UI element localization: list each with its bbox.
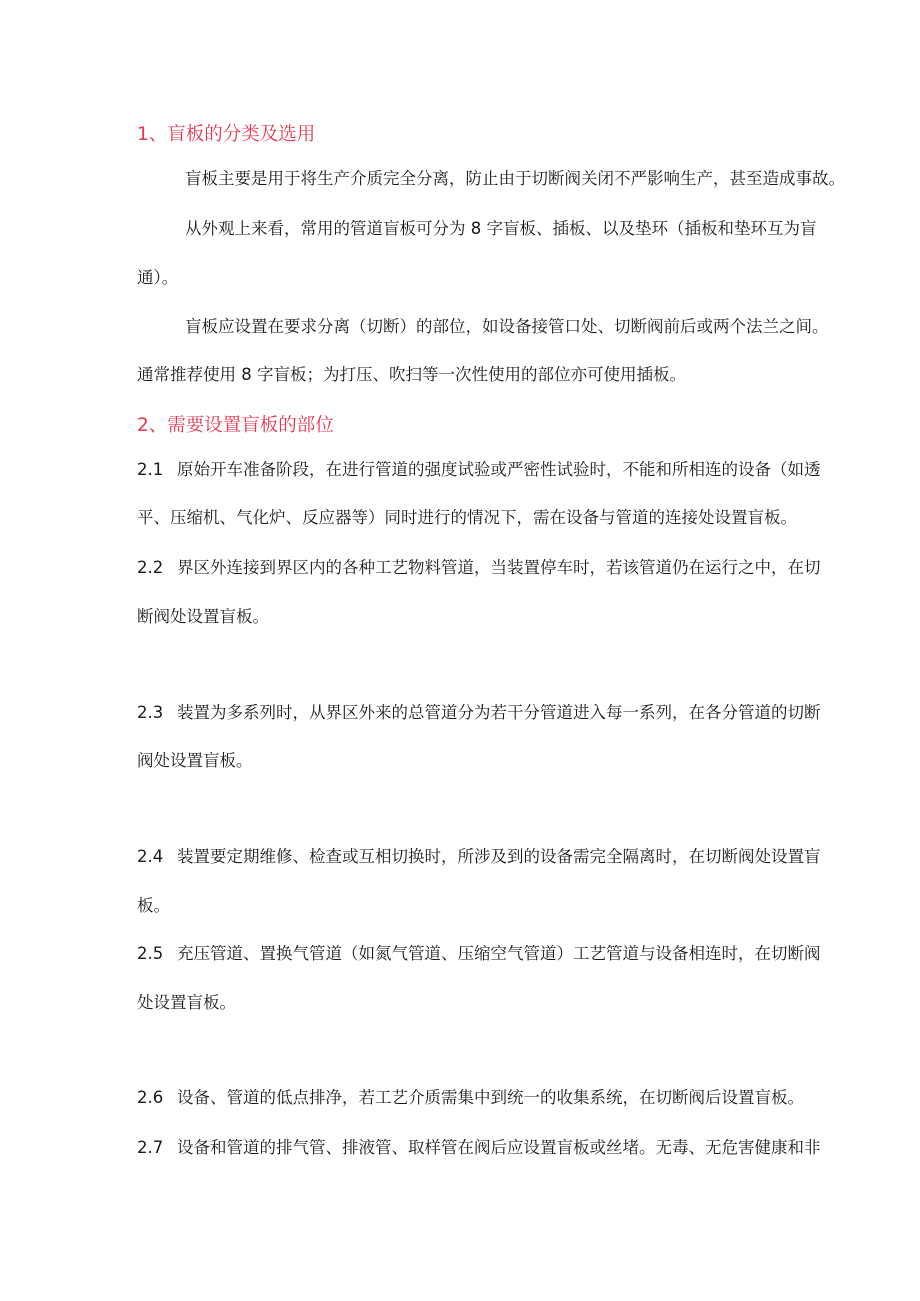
item-2-6-line-1: 设备、管道的低点排净，若工艺介质需集中到统一的收集系统，在切断阀后设置盲板。	[177, 1088, 804, 1107]
paragraph-2-line-2: 通）。	[137, 268, 179, 287]
item-2-2-number: 2.2	[137, 558, 164, 577]
item-2-4-number: 2.4	[137, 847, 164, 866]
item-2-4-line-1: 装置要定期维修、检查或互相切换时，所涉及到的设备需完全隔离时，在切断阀处设置盲	[177, 847, 821, 866]
item-2-5-line-2: 处设置盲板。	[137, 993, 236, 1012]
item-2-3-line-2: 阀处设置盲板。	[137, 751, 253, 770]
item-2-5-line-1: 充压管道、置换气管道（如氮气管道、压缩空气管道）工艺管道与设备相连时，在切断阀	[177, 944, 821, 963]
item-2-7-line-1: 设备和管道的排气管、排液管、取样管在阀后应设置盲板或丝堵。无毒、无危害健康和非	[177, 1138, 821, 1157]
section-1-heading: 1、盲板的分类及选用	[137, 124, 316, 145]
item-2-2-line-2: 断阀处设置盲板。	[137, 607, 269, 626]
item-2-5-number: 2.5	[137, 944, 164, 963]
paragraph-1: 盲板主要是用于将生产介质完全分离，防止由于切断阀关闭不严影响生产，甚至造成事故。	[185, 169, 845, 188]
item-2-1-number: 2.1	[137, 460, 164, 479]
item-2-3-number: 2.3	[137, 703, 164, 722]
paragraph-2-line-1: 从外观上来看，常用的管道盲板可分为 8 字盲板、插板、以及垫环（插板和垫环互为盲	[185, 219, 817, 238]
paragraph-3-line-1: 盲板应设置在要求分离（切断）的部位，如设备接管口处、切断阀前后或两个法兰之间。	[185, 317, 829, 336]
item-2-1-line-1: 原始开车准备阶段，在进行管道的强度试验或严密性试验时，不能和所相连的设备（如透	[177, 460, 821, 479]
item-2-1-line-2: 平、压缩机、气化炉、反应器等）同时进行的情况下，需在设备与管道的连接处设置盲板。	[137, 508, 797, 527]
item-2-4-line-2: 板。	[137, 896, 170, 915]
item-2-2-line-1: 界区外连接到界区内的各种工艺物料管道，当装置停车时，若该管道仍在运行之中，在切	[177, 558, 821, 577]
paragraph-3-line-2: 通常推荐使用 8 字盲板；为打压、吹扫等一次性使用的部位亦可使用插板。	[137, 365, 686, 384]
item-2-3-line-1: 装置为多系列时，从界区外来的总管道分为若干分管道进入每一系列，在各分管道的切断	[177, 703, 821, 722]
item-2-7-number: 2.7	[137, 1138, 164, 1157]
section-2-heading: 2、需要设置盲板的部位	[137, 415, 334, 436]
item-2-6-number: 2.6	[137, 1088, 164, 1107]
